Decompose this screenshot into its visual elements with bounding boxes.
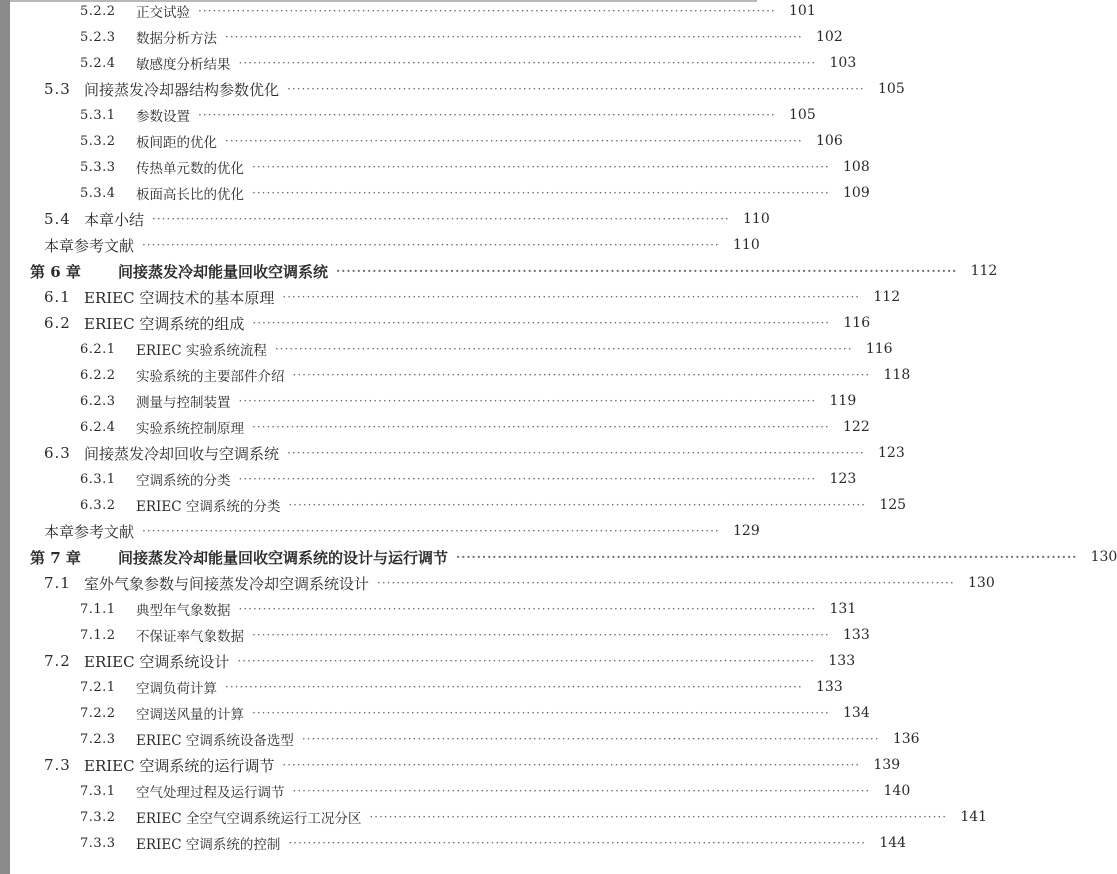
toc-page-number: 141: [960, 809, 988, 825]
toc-entry-number: 5.2.3: [80, 29, 116, 45]
toc-entry-title: 实验系统控制原理: [136, 421, 244, 437]
toc-page-number: 131: [829, 601, 857, 617]
toc-leader-dots: ························································································································: [377, 576, 955, 590]
toc-entry-number: 6.2: [44, 314, 71, 332]
toc-entry-title: 空调负荷计算: [136, 681, 217, 697]
toc-leader-dots: ························································································································: [252, 186, 830, 200]
toc-page-number: 133: [816, 679, 843, 695]
toc-page-number: 133: [828, 653, 856, 669]
toc-leader-dots: ························································································································: [282, 758, 861, 772]
toc-entry-row: [30, 128, 843, 154]
toc-entry-row: [30, 76, 905, 102]
toc-leader-dots: ························································································································: [369, 810, 948, 824]
toc-entry-title: 空调送风量的计算: [136, 707, 244, 723]
toc-leader-dots: ························································································································: [274, 342, 853, 356]
toc-entry-number: 7.2.2: [80, 705, 116, 721]
toc-leader-dots: ························································································································: [225, 134, 803, 148]
toc-entry-title: 板面高长比的优化: [136, 187, 244, 203]
toc-leader-dots: ························································································································: [252, 706, 830, 720]
toc-entry-number: 7.2.1: [80, 679, 116, 695]
toc-leader-dots: ························································································································: [237, 654, 816, 668]
toc-entry-title: ERIEC 空调系统的控制: [136, 837, 281, 853]
toc-page-number: 139: [873, 757, 901, 773]
toc-entry-row: [30, 570, 995, 596]
toc-page-number: 103: [829, 55, 857, 71]
toc-entry-row: [30, 830, 907, 856]
toc-entry-row: [30, 362, 911, 388]
toc-entry-number: 6.3: [44, 444, 71, 462]
toc-entry-title: 间接蒸发冷却器结构参数优化: [84, 80, 280, 99]
toc-leader-dots: ························································································································: [225, 30, 803, 44]
toc-entry-row: [30, 206, 770, 232]
toc-entry-number: 6.2.4: [80, 419, 116, 435]
toc-entry-title: 本章参考文献: [44, 236, 135, 255]
toc-entry-title: ERIEC 空调系统的运行调节: [84, 756, 275, 775]
toc-page-number: 105: [878, 81, 905, 97]
toc-entry-row: [30, 674, 843, 700]
toc-entry-row: [30, 804, 988, 830]
toc-entry-title: 空气处理过程及运行调节: [136, 785, 285, 801]
toc-leader-dots: ························································································································: [456, 550, 1078, 564]
toc-entry-row: [30, 180, 870, 206]
toc-entry-title: 实验系统的主要部件介绍: [136, 369, 285, 385]
toc-page-number: 130: [968, 575, 995, 591]
toc-page-number: 123: [829, 471, 857, 487]
toc-entry-title: 板间距的优化: [136, 135, 217, 151]
toc-entry-row: [30, 648, 856, 674]
toc-entry-row: [30, 24, 843, 50]
toc-leader-dots: ························································································································: [142, 524, 720, 538]
toc-entry-row: [30, 284, 901, 310]
toc-entry-number: 6.2.3: [80, 393, 116, 409]
toc-page-number: 106: [816, 133, 843, 149]
toc-page-number: 108: [843, 159, 870, 175]
toc-entry-number: 7.1.1: [80, 601, 116, 617]
toc-entry-row: [30, 310, 871, 336]
toc-entry-number: 5.2.4: [80, 55, 116, 71]
toc-chapter-row: [30, 544, 1117, 570]
toc-leader-dots: ························································································································: [152, 212, 730, 226]
toc-leader-dots: ························································································································: [292, 784, 871, 798]
toc-page-number: 101: [789, 3, 816, 19]
toc-page-number: 110: [743, 211, 770, 227]
toc-page-number: 125: [879, 497, 907, 513]
toc-leader-dots: ························································································································: [336, 264, 958, 278]
toc-leader-dots: ························································································································: [287, 446, 865, 460]
toc-entry-number: 5.2.2: [80, 3, 116, 19]
toc-entry-number: 5.4: [44, 210, 71, 228]
toc-entry-title: ERIEC 全空气空调系统运行工况分区: [136, 811, 362, 827]
toc-entry-number: 6.3.2: [80, 497, 116, 513]
toc-entry-title: 正交试验: [136, 5, 190, 21]
toc-leader-dots: ························································································································: [282, 290, 861, 304]
toc-entry-row: [30, 154, 870, 180]
toc-entry-number: 6.2.2: [80, 367, 116, 383]
toc-entry-number: 6.3.1: [80, 471, 116, 487]
toc-page-number: 123: [878, 445, 905, 461]
toc-page-number: 112: [970, 263, 998, 279]
toc-entry-row: [30, 0, 816, 24]
left-page-edge: [0, 0, 10, 874]
toc-page-number: 102: [816, 29, 843, 45]
toc-entry-row: [30, 492, 907, 518]
toc-leader-dots: ························································································································: [287, 82, 865, 96]
toc-entry-number: 7.3.2: [80, 809, 116, 825]
toc-entry-title: ERIEC 空调系统的分类: [136, 499, 281, 515]
toc-entry-row: [30, 102, 816, 128]
toc-entry-title: 参数设置: [136, 109, 190, 125]
toc-entry-number: 7.1: [44, 574, 71, 592]
toc-leader-dots: ························································································································: [301, 732, 880, 746]
toc-entry-number: 7.3.3: [80, 835, 116, 851]
toc-entry-row: [30, 50, 857, 76]
toc-entry-row: [30, 388, 857, 414]
toc-entry-row: [30, 726, 920, 752]
toc-entry-title: ERIEC 实验系统流程: [136, 343, 267, 359]
toc-entry-row: [30, 518, 760, 544]
toc-entry-title: 敏感度分析结果: [136, 57, 231, 73]
toc-leader-dots: ························································································································: [142, 238, 720, 252]
toc-leader-dots: ························································································································: [238, 472, 817, 486]
toc-page-number: 109: [843, 185, 870, 201]
toc-entry-number: 5.3.2: [80, 133, 116, 149]
toc-leader-dots: ························································································································: [252, 628, 830, 642]
toc-entry-number: 5.3.4: [80, 185, 116, 201]
toc-leader-dots: ························································································································: [198, 108, 776, 122]
toc-entry-number: 5.3.1: [80, 107, 116, 123]
toc-leader-dots: ························································································································: [292, 368, 871, 382]
toc-entry-title: ERIEC 空调系统的组成: [84, 314, 245, 333]
toc-entry-number: 第 7 章: [30, 548, 81, 567]
toc-entry-title: 传热单元数的优化: [136, 161, 244, 177]
toc-page-number: 133: [843, 627, 870, 643]
toc-page-number: 116: [865, 341, 893, 357]
toc-entry-number: 7.3.1: [80, 783, 116, 799]
toc-chapter-row: [30, 258, 998, 284]
toc-entry-row: [30, 752, 901, 778]
toc-entry-row: [30, 414, 870, 440]
toc-leader-dots: ························································································································: [252, 420, 830, 434]
toc-page-number: 122: [843, 419, 870, 435]
toc-leader-dots: ························································································································: [288, 498, 867, 512]
toc-page-number: 119: [829, 393, 857, 409]
toc-entry-row: [30, 232, 760, 258]
toc-page-number: 129: [733, 523, 760, 539]
toc-entry-number: 6.1: [44, 288, 71, 306]
toc-page-number: 105: [789, 107, 816, 123]
toc-entry-row: [30, 700, 870, 726]
toc-leader-dots: ························································································································: [288, 836, 867, 850]
toc-entry-title: 本章小结: [84, 210, 145, 229]
toc-leader-dots: ························································································································: [238, 602, 817, 616]
toc-entry-number: 7.1.2: [80, 627, 116, 643]
toc-page-number: 116: [843, 315, 871, 331]
toc-entry-title: 典型年气象数据: [136, 603, 231, 619]
toc-page-number: 144: [879, 835, 907, 851]
toc-entry-title: 间接蒸发冷却能量回收空调系统: [118, 262, 329, 281]
toc-entry-title: ERIEC 空调技术的基本原理: [84, 288, 275, 307]
toc-entry-title: 室外气象参数与间接蒸发冷却空调系统设计: [84, 574, 370, 593]
toc-page-number: 130: [1090, 549, 1117, 565]
toc-page-number: 140: [883, 783, 911, 799]
toc-entry-title: 不保证率气象数据: [136, 629, 244, 645]
toc-page-number: 110: [733, 237, 760, 253]
toc-entry-row: [30, 596, 857, 622]
toc-page-number: 112: [873, 289, 901, 305]
toc-page-number: 136: [892, 731, 920, 747]
toc-leader-dots: ························································································································: [198, 4, 776, 18]
toc-entry-title: 空调系统的分类: [136, 473, 231, 489]
toc-leader-dots: ························································································································: [225, 680, 803, 694]
toc-entry-number: 5.3.3: [80, 159, 116, 175]
toc-entry-title: ERIEC 空调系统设备选型: [136, 733, 294, 749]
toc-entry-title: ERIEC 空调系统设计: [84, 652, 230, 671]
table-of-contents: [30, 0, 1117, 856]
toc-entry-title: 本章参考文献: [44, 522, 135, 541]
toc-entry-row: [30, 466, 857, 492]
toc-leader-dots: ························································································································: [252, 160, 830, 174]
toc-entry-number: 5.3: [44, 80, 71, 98]
toc-page-number: 118: [883, 367, 911, 383]
toc-entry-row: [30, 440, 905, 466]
toc-entry-row: [30, 778, 911, 804]
toc-entry-title: 数据分析方法: [136, 31, 217, 47]
toc-entry-number: 6.2.1: [80, 341, 116, 357]
toc-entry-number: 7.2: [44, 652, 71, 670]
toc-entry-title: 间接蒸发冷却能量回收空调系统的设计与运行调节: [118, 548, 449, 567]
toc-leader-dots: ························································································································: [238, 56, 817, 70]
toc-entry-row: [30, 622, 870, 648]
toc-entry-title: 测量与控制装置: [136, 395, 231, 411]
toc-entry-number: 第 6 章: [30, 262, 81, 281]
toc-page-number: 134: [843, 705, 870, 721]
toc-entry-title: 间接蒸发冷却回收与空调系统: [84, 444, 280, 463]
toc-leader-dots: ························································································································: [252, 316, 831, 330]
toc-leader-dots: ························································································································: [238, 394, 817, 408]
toc-entry-row: [30, 336, 893, 362]
toc-entry-number: 7.3: [44, 756, 71, 774]
toc-entry-number: 7.2.3: [80, 731, 116, 747]
